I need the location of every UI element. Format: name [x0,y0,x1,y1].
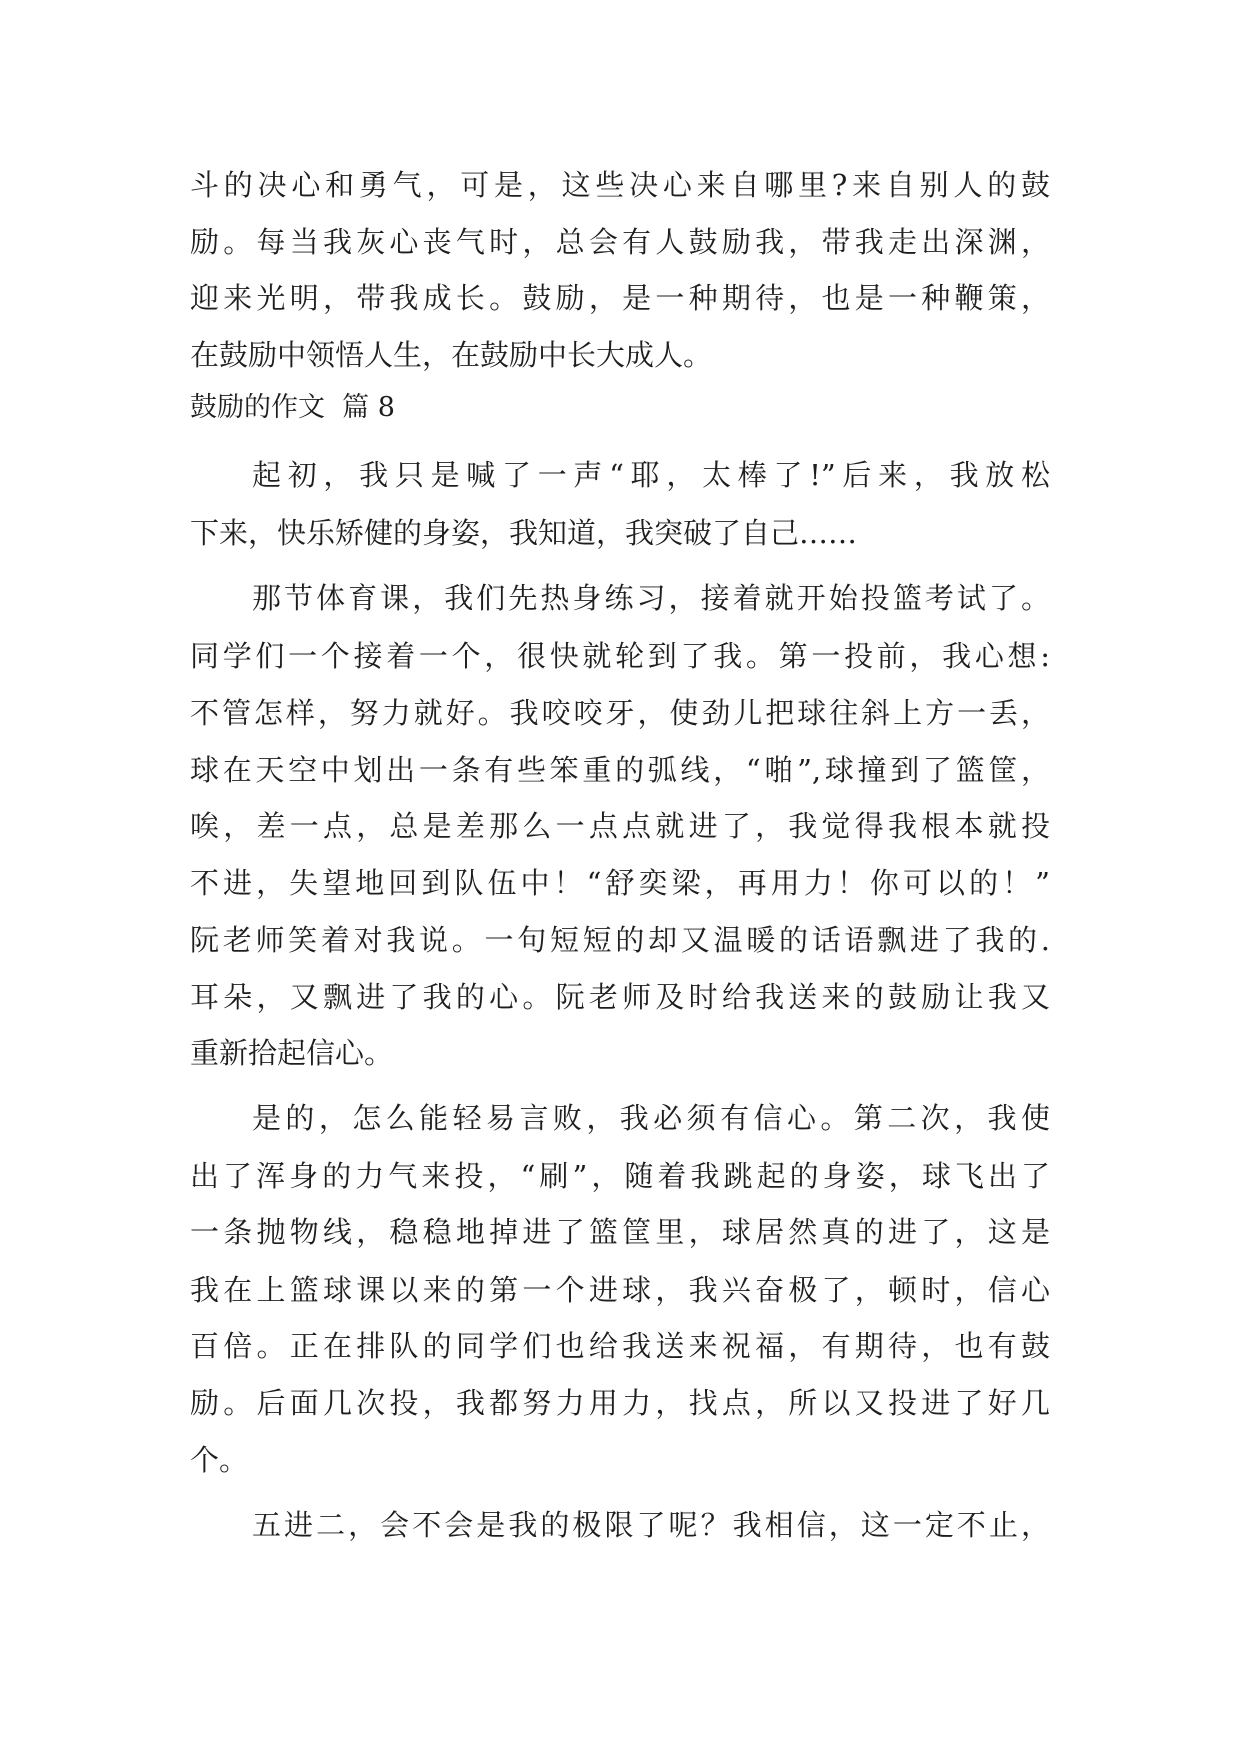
text-line: 五进二，会不会是我的极限了呢？我相信，这一定不止， [252,1508,1050,1542]
text-line: 不进，失望地回到队伍中！“舒奕梁，再用力！你可以的！” [190,866,1050,900]
text-line: 不管怎样，努力就好。我咬咬牙，使劲儿把球往斜上方一丢， [190,696,1050,730]
text-line: 我在上篮球课以来的第一个进球，我兴奋极了，顿时，信心 [190,1273,1050,1307]
text-line: 下来，快乐矫健的身姿，我知道，我突破了自己…… [190,516,858,550]
text-line: 励。后面几次投，我都努力用力，找点，所以又投进了好几 [190,1386,1050,1420]
text-line: 励。每当我灰心丧气时，总会有人鼓励我，带我走出深渊， [190,225,1050,259]
text-line: 是的，怎么能轻易言败，我必须有信心。第二次，我使 [252,1101,1050,1135]
text-line: 一条抛物线，稳稳地掉进了篮筐里，球居然真的进了，这是 [190,1215,1050,1249]
text-line: 起初，我只是喊了一声“耶，太棒了!”后来，我放松 [252,458,1050,492]
text-line: 百倍。正在排队的同学们也给我送来祝福，有期待，也有鼓 [190,1329,1050,1363]
text-line: 出了浑身的力气来投，“刷”，随着我跳起的身姿，球飞出了 [190,1159,1050,1193]
text-line: 阮老师笑着对我说。一句短短的却又温暖的话语飘进了我的. [190,923,1050,957]
text-line: 耳朵，又飘进了我的心。阮老师及时给我送来的鼓励让我又 [190,980,1050,1014]
text-line: 同学们一个接着一个，很快就轮到了我。第一投前，我心想: [190,639,1050,673]
text-line: 在鼓励中领悟人生，在鼓励中长大成人。 [190,338,713,372]
text-line: 重新拾起信心。 [190,1036,394,1070]
text-line: 球在天空中划出一条有些笨重的弧线，“啪”,球撞到了篮筐， [190,753,1050,787]
text-line: 迎来光明，带我成长。鼓励，是一种期待，也是一种鞭策， [190,281,1050,315]
text-line: 那节体育课，我们先热身练习，接着就开始投篮考试了。 [252,581,1050,615]
section-heading: 鼓励的作文 篇 8 [190,392,395,423]
text-line: 个。 [190,1443,249,1477]
text-line: 唉，差一点，总是差那么一点点就进了，我觉得我根本就投 [190,809,1050,843]
text-line: 斗的决心和勇气，可是，这些决心来自哪里?来自别人的鼓 [190,168,1050,202]
